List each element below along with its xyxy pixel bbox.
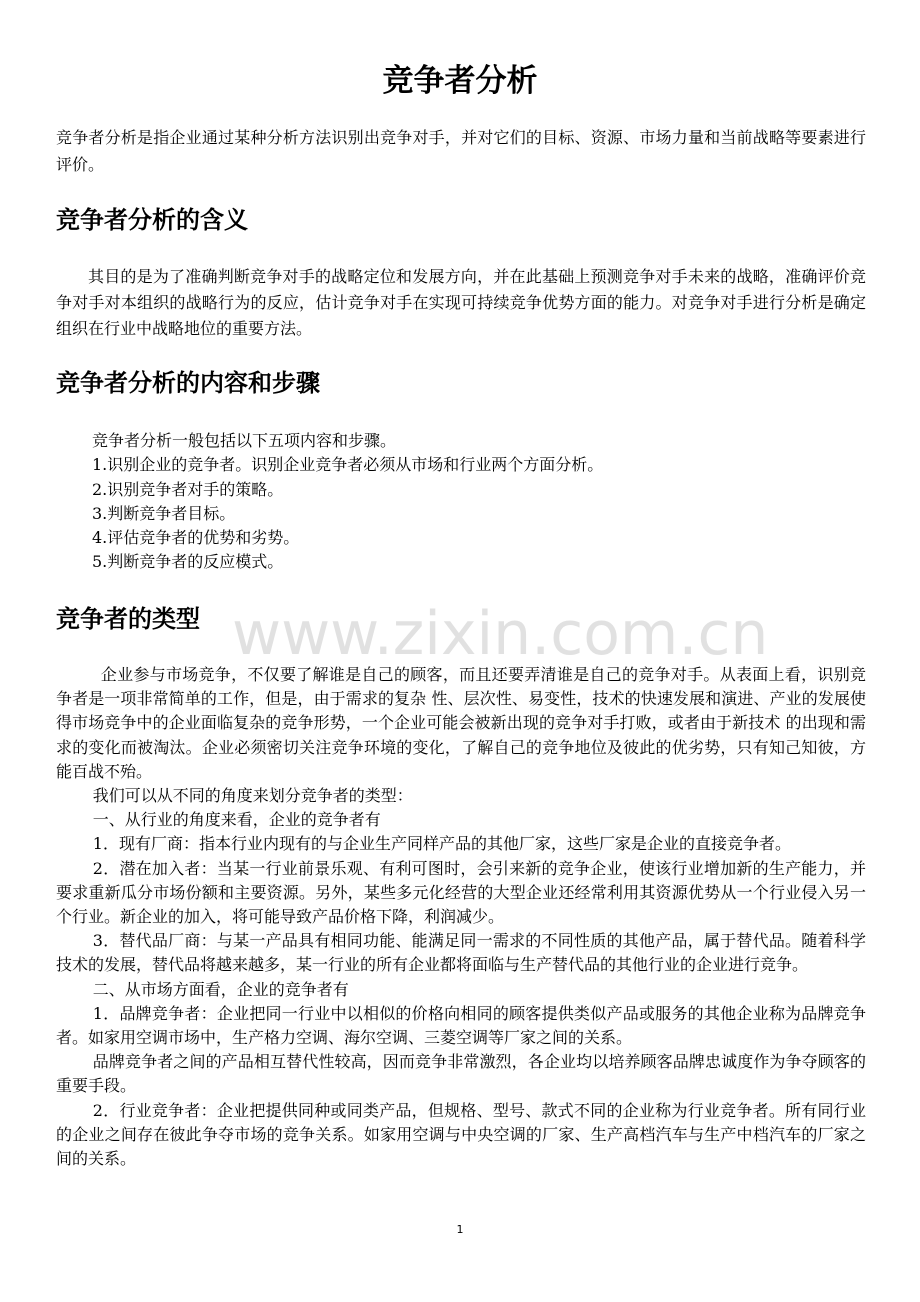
list-item: 4.评估竞争者的优势和劣势。: [92, 528, 300, 548]
list-item: 3.判断竞争者目标。: [92, 503, 236, 523]
page-number: 1: [456, 1223, 464, 1236]
types-paragraph: 二、从市场方面看，企业的竞争者有: [92, 979, 349, 999]
section-heading-meaning: 竞争者分析的含义: [56, 206, 248, 234]
types-paragraph: 企业参与市场竞争，不仅要了解谁是自己的顾客，而且还要弄清谁是自己的竞争对手。从表面上看，识别竞争者是一项非常简单的工作，但是，由于需求的复杂 性、层次性、易变性，技术的快速发展和演进、产业的发展使得市场竞争中的企业面临复杂的竞争形势，一个企业可能会被新出现的竞争对手打败，或者由于新技术 的出现和需求的变化而被淘汰。企业必须密切关注竞争环境的变化，了解自己的竞争地位及彼此的优劣势，只有知己知彼，方能百战不殆。: [56, 665, 866, 781]
steps-list: [92, 429, 862, 575]
types-paragraph: 1．品牌竞争者：企业把同一行业中以相似的价格向相同的顾客提供类似产品或服务的其他企业称为品牌竞争者。如家用空调市场中，生产格力空调、海尔空调、三菱空调等厂家之间的关系。: [56, 1003, 866, 1048]
types-body: [56, 663, 866, 1171]
list-item: 1.识别企业的竞争者。识别企业竞争者必须从市场和行业两个方面分析。: [92, 455, 604, 475]
types-paragraph: 品牌竞争者之间的产品相互替代性较高，因而竞争非常激烈，各企业均以培养顾客品牌忠诚度作为争夺顾客的重要手段。: [56, 1052, 866, 1096]
page-title: 竞争者分析: [382, 63, 538, 99]
types-paragraph: 3．替代品厂商：与某一产品具有相同功能、能满足同一需求的不同性质的其他产品，属于替代品。随着科学技术的发展，替代品将越来越多，某一行业的所有企业都将面临与生产替代品的其他行业的企业进行竞争。: [56, 931, 866, 975]
meaning-paragraph: 其目的是为了准确判断竞争对手的战略定位和发展方向，并在此基础上预测竞争对手未来的战略，准确评价竞争对手对本组织的战略行为的反应，估计竞争对手在实现可持续竞争优势方面的能力。对竞争对手进行分析是确定组织在行业中战略地位的重要方法。: [56, 267, 866, 338]
types-paragraph: 1．现有厂商：指本行业内现有的与企业生产同样产品的其他厂家，这些厂家是企业的直接竞争者。: [92, 834, 791, 854]
types-paragraph: 一、从行业的角度来看，企业的竞争者有: [92, 810, 381, 830]
watermark: www.zixin.com.cn: [232, 599, 769, 669]
intro-paragraph: 竞争者分析是指企业通过某种分析方法识别出竞争对手，并对它们的目标、资源、市场力量和当前战略等要素进行评价。: [56, 128, 866, 174]
section-heading-content-steps: 竞争者分析的内容和步骤: [56, 369, 320, 397]
types-paragraph: 我们可以从不同的角度来划分竞争者的类型：: [92, 786, 413, 806]
types-paragraph: 2．潜在加入者：当某一行业前景乐观、有利可图时，会引来新的竞争企业，使该行业增加新的生产能力，并要求重新瓜分市场份额和主要资源。另外，某些多元化经营的大型企业还经常利用其资源优势从一个行业侵入另一个行业。新企业的加入，将可能导致产品价格下降，利润减少。: [56, 858, 866, 927]
list-item: 5.判断竞争者的反应模式。: [92, 552, 284, 572]
list-item: 2.识别竞争者对手的策略。: [92, 479, 284, 499]
section-heading-types: 竞争者的类型: [56, 605, 200, 633]
steps-intro-line: 竞争者分析一般包括以下五项内容和步骤。: [92, 431, 397, 450]
types-paragraph: 2．行业竞争者：企业把提供同种或同类产品，但规格、型号、款式不同的企业称为行业竞争者。所有同行业的企业之间存在彼此争夺市场的竞争关系。如家用空调与中央空调的厂家、生产高档汽车与生产中档汽车的厂家之间的关系。: [56, 1100, 866, 1169]
